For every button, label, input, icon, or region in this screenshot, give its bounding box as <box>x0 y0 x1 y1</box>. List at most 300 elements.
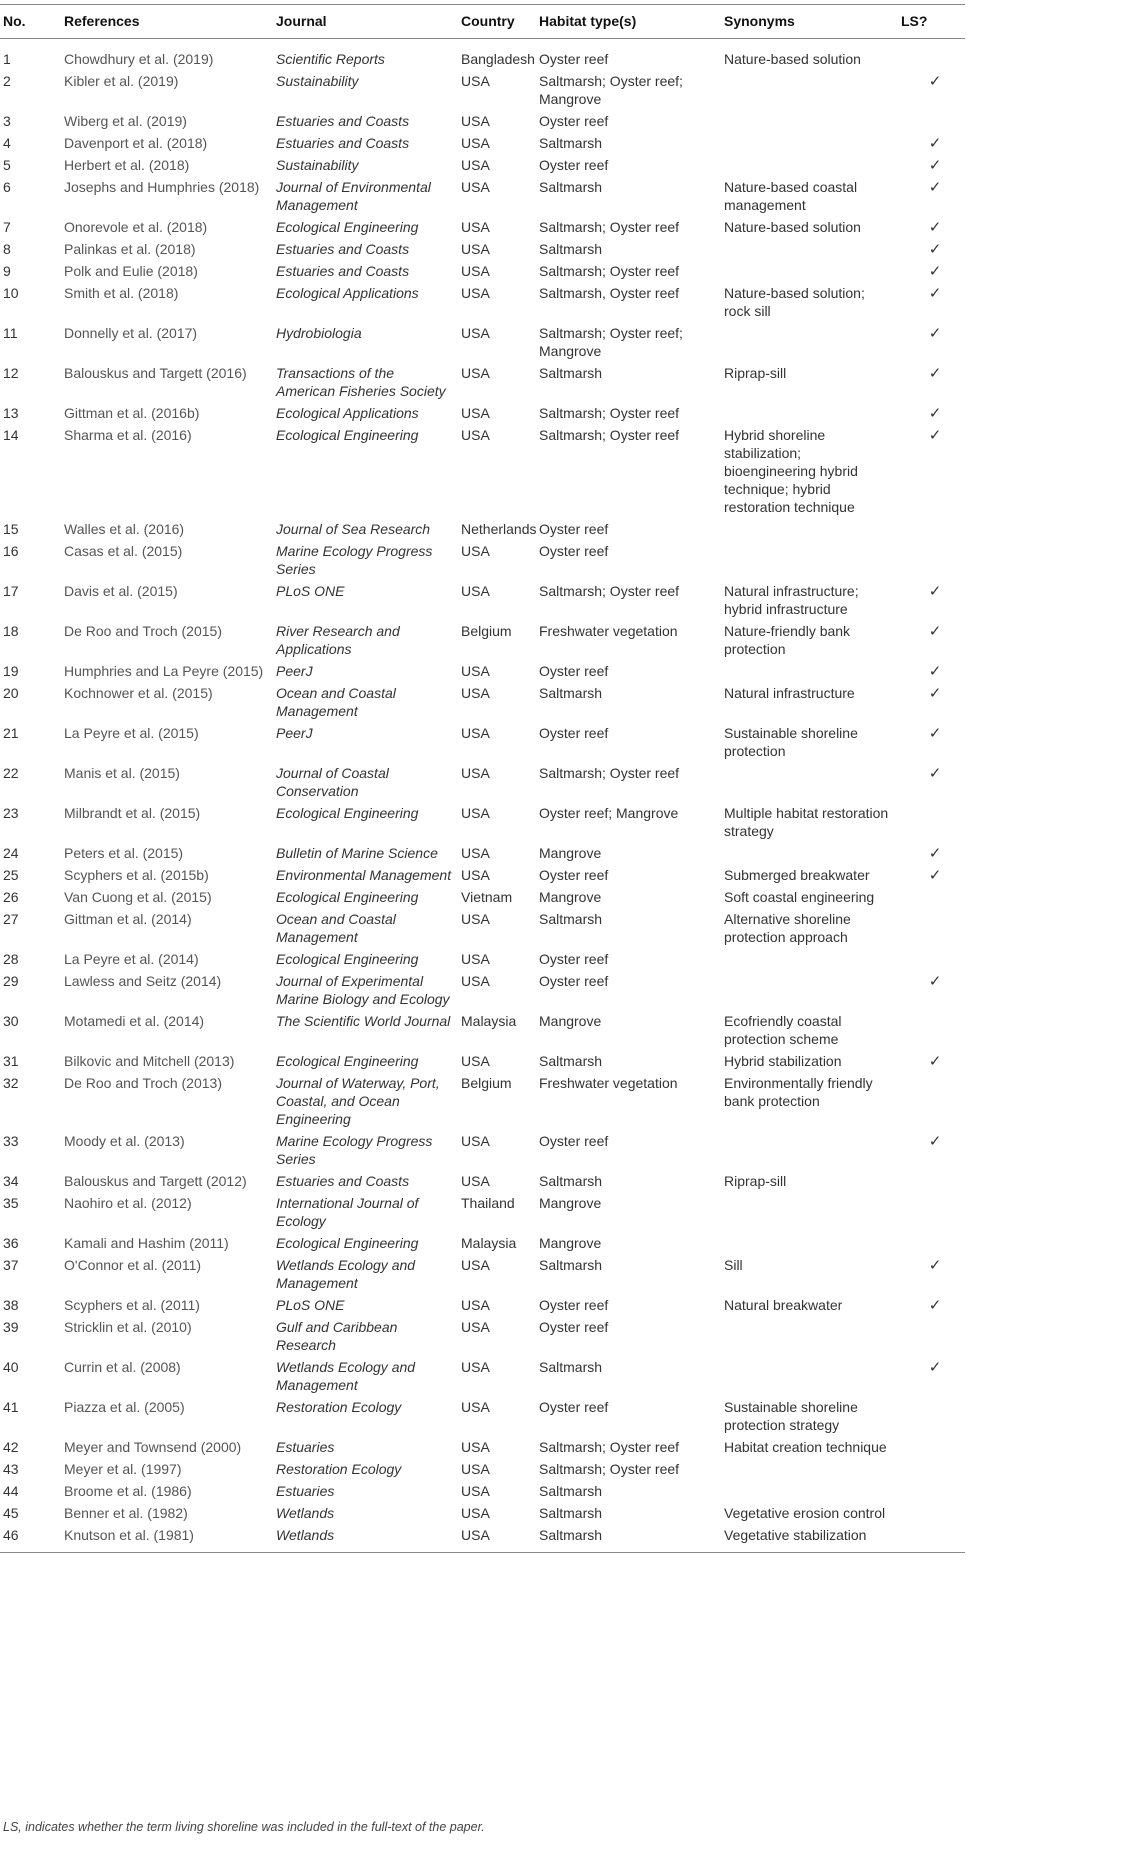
cell-no: 22 <box>3 765 19 781</box>
checkmark-icon: ✓ <box>928 1256 942 1274</box>
cell-ls <box>897 1072 965 1130</box>
cell-no: 46 <box>0 1524 60 1553</box>
cell-journal: Estuaries <box>276 1483 335 1499</box>
cell-ls <box>897 282 965 322</box>
cell-habitat: Saltmarsh; Oyster reef <box>539 263 680 279</box>
cell-country: USA <box>461 1297 490 1313</box>
cell-habitat: Oyster reef <box>539 521 609 537</box>
cell-ls <box>897 110 965 132</box>
checkmark-icon: ✓ <box>928 262 942 280</box>
table-row <box>0 238 965 260</box>
cell-reference: Palinkas et al. (2018) <box>64 241 196 257</box>
cell-journal: Bulletin of Marine Science <box>276 845 438 861</box>
cell-no: 44 <box>3 1483 19 1499</box>
cell-country: USA <box>461 1359 490 1375</box>
cell-journal: Wetlands Ecology and Management <box>276 1257 416 1291</box>
cell-country: USA <box>457 1524 535 1553</box>
cell-ls <box>897 176 965 216</box>
cell-reference: Kochnower et al. (2015) <box>64 685 213 701</box>
cell-ls <box>897 1480 965 1502</box>
cell-synonyms <box>720 1356 897 1396</box>
header-journal: Journal <box>272 5 457 39</box>
cell-habitat: Saltmarsh; Oyster reef <box>539 1439 680 1455</box>
cell-habitat: Oyster reef <box>539 725 609 741</box>
cell-journal: Marine Ecology Progress Series <box>276 1133 433 1167</box>
cell-ls <box>897 216 965 238</box>
cell-no: 13 <box>3 405 19 421</box>
cell-synonyms: Soft coastal engineering <box>724 889 875 905</box>
checkmark-icon: ✓ <box>928 426 942 444</box>
cell-synonyms <box>720 154 897 176</box>
table-row <box>0 216 965 238</box>
cell-synonyms <box>720 1316 897 1356</box>
table-row <box>0 260 965 282</box>
cell-reference: Davenport et al. (2018) <box>64 135 208 151</box>
cell-ls <box>897 238 965 260</box>
cell-ls <box>897 402 965 424</box>
cell-country: USA <box>461 113 490 129</box>
cell-country: Malaysia <box>461 1013 517 1029</box>
cell-reference: Gittman et al. (2016b) <box>64 405 200 421</box>
cell-synonyms <box>720 660 897 682</box>
cell-no: 18 <box>3 623 19 639</box>
cell-ls <box>897 1458 965 1480</box>
cell-synonyms <box>720 1192 897 1232</box>
table-row <box>0 518 965 540</box>
table-row <box>0 70 965 110</box>
cell-country: Belgium <box>461 623 512 639</box>
cell-no: 41 <box>3 1399 19 1415</box>
cell-habitat: Saltmarsh; Oyster reef; Mangrove <box>539 73 683 107</box>
cell-country: USA <box>461 685 490 701</box>
checkmark-icon: ✓ <box>928 1296 942 1314</box>
cell-country: USA <box>461 157 490 173</box>
cell-no: 5 <box>3 157 11 173</box>
table-row <box>0 620 965 660</box>
cell-synonyms <box>720 1458 897 1480</box>
cell-reference: Currin et al. (2008) <box>64 1359 181 1375</box>
cell-habitat: Saltmarsh <box>539 685 603 701</box>
cell-ls <box>897 1232 965 1254</box>
cell-ls <box>897 762 965 802</box>
cell-reference: De Roo and Troch (2013) <box>64 1075 222 1091</box>
table-row <box>0 1436 965 1458</box>
cell-ls <box>897 660 965 682</box>
cell-country: USA <box>461 1053 490 1069</box>
cell-habitat: Saltmarsh <box>539 1359 603 1375</box>
cell-reference: Kamali and Hashim (2011) <box>64 1235 229 1251</box>
table-row <box>0 660 965 682</box>
checkmark-icon: ✓ <box>928 240 942 258</box>
cell-synonyms <box>720 260 897 282</box>
cell-ls <box>897 260 965 282</box>
cell-habitat: Mangrove <box>539 1235 602 1251</box>
cell-no: 34 <box>3 1173 19 1189</box>
cell-no: 20 <box>3 685 19 701</box>
cell-reference: Kibler et al. (2019) <box>64 73 179 89</box>
cell-ls <box>897 1130 965 1170</box>
cell-ls <box>897 802 965 842</box>
cell-synonyms <box>720 1480 897 1502</box>
cell-ls <box>897 682 965 722</box>
cell-synonyms: Sill <box>724 1257 743 1273</box>
cell-country: USA <box>461 179 490 195</box>
cell-country: USA <box>461 135 490 151</box>
cell-reference: Davis et al. (2015) <box>64 583 178 599</box>
cell-synonyms <box>720 540 897 580</box>
checkmark-icon: ✓ <box>928 72 942 90</box>
cell-country: USA <box>461 285 490 301</box>
cell-journal: PeerJ <box>276 663 313 679</box>
cell-journal: PLoS ONE <box>276 583 345 599</box>
cell-reference: Scyphers et al. (2015b) <box>64 867 209 883</box>
cell-synonyms <box>720 518 897 540</box>
checkmark-icon: ✓ <box>928 404 942 422</box>
cell-ls <box>897 322 965 362</box>
cell-synonyms: Vegetative stabilization <box>720 1524 897 1553</box>
cell-habitat: Saltmarsh <box>539 1505 603 1521</box>
table-row <box>0 682 965 722</box>
cell-synonyms: Sustainable shoreline protection strategy <box>724 1399 858 1433</box>
cell-no: 39 <box>3 1319 19 1335</box>
cell-journal: International Journal of Ecology <box>276 1195 419 1229</box>
cell-reference: Van Cuong et al. (2015) <box>64 889 212 905</box>
cell-reference: De Roo and Troch (2015) <box>64 623 222 639</box>
checkmark-icon: ✓ <box>928 764 942 782</box>
cell-no: 12 <box>3 365 19 381</box>
table-row <box>0 886 965 908</box>
cell-habitat: Mangrove <box>539 1195 602 1211</box>
cell-habitat: Saltmarsh; Oyster reef <box>539 219 680 235</box>
table-row <box>0 1050 965 1072</box>
cell-habitat: Saltmarsh; Oyster reef <box>539 765 680 781</box>
cell-journal: Journal of Waterway, Port, Coastal, and Ocean Engineering <box>276 1075 440 1127</box>
table-row <box>0 1232 965 1254</box>
cell-ls <box>897 70 965 110</box>
cell-journal: Marine Ecology Progress Series <box>276 543 433 577</box>
cell-habitat: Saltmarsh <box>539 365 603 381</box>
cell-ls <box>897 1294 965 1316</box>
cell-no: 23 <box>3 805 19 821</box>
header-synonyms: Synonyms <box>720 5 897 39</box>
table-row <box>0 1458 965 1480</box>
cell-no: 27 <box>3 911 19 927</box>
table-row <box>0 39 965 71</box>
cell-synonyms: Hybrid stabilization <box>724 1053 842 1069</box>
cell-synonyms <box>720 322 897 362</box>
cell-no: 43 <box>3 1461 19 1477</box>
table-row <box>0 540 965 580</box>
cell-no: 7 <box>3 219 11 235</box>
cell-no: 33 <box>3 1133 19 1149</box>
cell-reference: Josephs and Humphries (2018) <box>64 179 260 195</box>
cell-habitat: Mangrove <box>539 1013 602 1029</box>
cell-synonyms: Sustainable shoreline protection <box>724 725 858 759</box>
cell-ls <box>897 1170 965 1192</box>
table-row <box>0 722 965 762</box>
table-row <box>0 1254 965 1294</box>
cell-no: 26 <box>3 889 19 905</box>
cell-synonyms: Nature-friendly bank protection <box>724 623 851 657</box>
cell-synonyms: Natural infrastructure <box>724 685 855 701</box>
cell-journal: Sustainability <box>276 157 359 173</box>
cell-ls <box>897 1050 965 1072</box>
cell-synonyms <box>720 842 897 864</box>
table-row <box>0 1192 965 1232</box>
cell-habitat: Oyster reef <box>539 867 609 883</box>
checkmark-icon: ✓ <box>928 866 942 884</box>
table-row <box>0 110 965 132</box>
cell-habitat: Oyster reef <box>539 973 609 989</box>
cell-country: USA <box>461 951 490 967</box>
table-row <box>0 1294 965 1316</box>
table-row <box>0 1480 965 1502</box>
cell-synonyms: Riprap-sill <box>724 1173 787 1189</box>
cell-no: 36 <box>3 1235 19 1251</box>
cell-ls <box>897 1524 965 1553</box>
cell-journal: Ecological Applications <box>276 285 419 301</box>
cell-habitat: Saltmarsh; Oyster reef <box>539 405 680 421</box>
cell-journal: Environmental Management <box>276 867 452 883</box>
cell-journal: Restoration Ecology <box>276 1399 402 1415</box>
cell-journal: The Scientific World Journal <box>276 1013 451 1029</box>
table-row <box>0 1524 965 1553</box>
references-table <box>0 4 965 1553</box>
header-row <box>0 5 965 39</box>
cell-habitat: Saltmarsh <box>539 135 603 151</box>
cell-habitat: Mangrove <box>539 889 602 905</box>
checkmark-icon: ✓ <box>928 156 942 174</box>
cell-country: USA <box>461 73 490 89</box>
cell-no: 40 <box>3 1359 19 1375</box>
checkmark-icon: ✓ <box>928 1132 942 1150</box>
cell-reference: Donnelly et al. (2017) <box>64 325 198 341</box>
cell-habitat: Oyster reef <box>539 663 609 679</box>
cell-ls <box>897 424 965 518</box>
cell-journal: Scientific Reports <box>276 51 385 67</box>
cell-habitat: Oyster reef <box>539 1133 609 1149</box>
cell-habitat: Saltmarsh; Oyster reef <box>539 583 680 599</box>
cell-reference: Manis et al. (2015) <box>64 765 180 781</box>
cell-country: USA <box>461 241 490 257</box>
table-row <box>0 842 965 864</box>
cell-ls <box>897 1396 965 1436</box>
cell-country: USA <box>461 765 490 781</box>
cell-reference: Sharma et al. (2016) <box>64 427 192 443</box>
cell-reference: Balouskus and Targett (2016) <box>64 365 247 381</box>
cell-journal: Estuaries and Coasts <box>276 113 410 129</box>
cell-synonyms <box>720 1232 897 1254</box>
cell-country: USA <box>461 725 490 741</box>
cell-reference: Peters et al. (2015) <box>64 845 184 861</box>
cell-reference: La Peyre et al. (2015) <box>64 725 199 741</box>
checkmark-icon: ✓ <box>928 324 942 342</box>
cell-ls <box>897 540 965 580</box>
cell-no: 25 <box>3 867 19 883</box>
header-habitat: Habitat type(s) <box>535 5 720 39</box>
cell-habitat: Saltmarsh <box>539 1257 603 1273</box>
cell-reference: Benner et al. (1982) <box>64 1505 188 1521</box>
cell-country: USA <box>461 911 490 927</box>
cell-reference: Moody et al. (2013) <box>64 1133 185 1149</box>
cell-no: 11 <box>3 325 18 341</box>
cell-country: USA <box>461 973 490 989</box>
cell-country: USA <box>461 365 490 381</box>
cell-ls <box>897 1436 965 1458</box>
cell-ls <box>897 1356 965 1396</box>
cell-reference: Stricklin et al. (2010) <box>64 1319 192 1335</box>
cell-country: USA <box>461 845 490 861</box>
cell-habitat: Mangrove <box>539 845 602 861</box>
cell-ls <box>897 970 965 1010</box>
cell-reference: Meyer and Townsend (2000) <box>64 1439 242 1455</box>
cell-journal: Estuaries <box>276 1439 335 1455</box>
cell-journal: Ecological Engineering <box>276 1053 419 1069</box>
cell-country: USA <box>461 263 490 279</box>
cell-journal: Transactions of the American Fisheries Society <box>276 365 446 399</box>
cell-country: USA <box>461 1319 490 1335</box>
cell-synonyms: Multiple habitat restoration strategy <box>724 805 889 839</box>
checkmark-icon: ✓ <box>928 218 942 236</box>
cell-ls <box>897 886 965 908</box>
cell-country: Netherlands <box>461 521 537 537</box>
table-body <box>0 39 965 1553</box>
checkmark-icon: ✓ <box>928 1358 942 1376</box>
checkmark-icon: ✓ <box>928 622 942 640</box>
cell-ls <box>897 948 965 970</box>
cell-no: 14 <box>3 427 19 443</box>
cell-no: 16 <box>3 543 19 559</box>
cell-habitat: Oyster reef <box>539 1399 609 1415</box>
cell-habitat: Saltmarsh; Oyster reef <box>539 427 680 443</box>
cell-journal: Estuaries and Coasts <box>276 135 410 151</box>
cell-habitat: Freshwater vegetation <box>539 1075 678 1091</box>
cell-synonyms: Alternative shoreline protection approach <box>724 911 851 945</box>
table-row <box>0 802 965 842</box>
table-row <box>0 282 965 322</box>
table-row <box>0 908 965 948</box>
cell-reference: Smith et al. (2018) <box>64 285 179 301</box>
cell-habitat: Oyster reef <box>539 951 609 967</box>
cell-journal: Journal of Sea Research <box>276 521 431 537</box>
table-row <box>0 580 965 620</box>
table-row <box>0 1356 965 1396</box>
table-row <box>0 132 965 154</box>
cell-no: 21 <box>3 725 19 741</box>
cell-synonyms <box>720 70 897 110</box>
table-row <box>0 176 965 216</box>
cell-country: USA <box>461 1173 490 1189</box>
cell-no: 30 <box>3 1013 19 1029</box>
cell-reference: Humphries and La Peyre (2015) <box>64 663 264 679</box>
cell-no: 2 <box>3 73 11 89</box>
cell-reference: Naohiro et al. (2012) <box>64 1195 192 1211</box>
cell-habitat: Oyster reef <box>539 51 609 67</box>
cell-country: USA <box>461 219 490 235</box>
cell-ls <box>897 908 965 948</box>
cell-ls <box>897 154 965 176</box>
cell-journal: Ecological Engineering <box>276 219 419 235</box>
cell-journal: Estuaries and Coasts <box>276 1173 410 1189</box>
cell-no: 6 <box>3 179 11 195</box>
cell-country: USA <box>461 583 490 599</box>
cell-ls <box>897 722 965 762</box>
cell-ls <box>897 518 965 540</box>
header-references: References <box>60 5 272 39</box>
cell-habitat: Saltmarsh, Oyster reef <box>539 285 680 301</box>
cell-journal: River Research and Applications <box>276 623 400 657</box>
cell-journal: Journal of Environmental Management <box>276 179 431 213</box>
table-row <box>0 1010 965 1050</box>
header-ls: LS? <box>897 5 965 39</box>
cell-journal: Estuaries and Coasts <box>276 263 410 279</box>
cell-habitat: Oyster reef <box>539 1297 609 1313</box>
cell-country: Bangladesh <box>461 51 535 67</box>
cell-country: Thailand <box>461 1195 515 1211</box>
cell-no: 17 <box>3 583 19 599</box>
cell-no: 4 <box>3 135 11 151</box>
cell-ls <box>897 1010 965 1050</box>
cell-country: USA <box>461 427 490 443</box>
cell-country: Malaysia <box>461 1235 517 1251</box>
cell-ls <box>897 1192 965 1232</box>
cell-reference: Polk and Eulie (2018) <box>64 263 198 279</box>
cell-no: 1 <box>3 51 11 67</box>
cell-journal: Gulf and Caribbean Research <box>276 1319 398 1353</box>
cell-reference: Bilkovic and Mitchell (2013) <box>64 1053 235 1069</box>
cell-reference: La Peyre et al. (2014) <box>64 951 199 967</box>
cell-ls <box>897 842 965 864</box>
cell-habitat: Oyster reef <box>539 113 609 129</box>
table-row <box>0 1072 965 1130</box>
cell-habitat: Saltmarsh <box>539 1053 603 1069</box>
table-row <box>0 864 965 886</box>
cell-synonyms <box>720 762 897 802</box>
cell-journal: Sustainability <box>276 73 359 89</box>
checkmark-icon: ✓ <box>928 364 942 382</box>
cell-no: 19 <box>3 663 19 679</box>
cell-synonyms <box>720 948 897 970</box>
cell-journal: Ocean and Coastal Management <box>276 685 396 719</box>
cell-journal: PLoS ONE <box>276 1297 345 1313</box>
cell-habitat: Saltmarsh <box>535 1524 720 1553</box>
cell-synonyms <box>720 238 897 260</box>
cell-reference: Piazza et al. (2005) <box>64 1399 185 1415</box>
cell-journal: Hydrobiologia <box>276 325 362 341</box>
cell-ls <box>897 39 965 71</box>
cell-journal: Ecological Engineering <box>276 951 419 967</box>
cell-synonyms: Nature-based coastal management <box>724 179 858 213</box>
table-row <box>0 154 965 176</box>
checkmark-icon: ✓ <box>928 684 942 702</box>
cell-ls <box>897 1316 965 1356</box>
cell-synonyms: Hybrid shoreline stabilization; bioengineering hybrid technique; hybrid restoration technique <box>724 427 858 515</box>
cell-reference: Milbrandt et al. (2015) <box>64 805 201 821</box>
cell-no: 9 <box>3 263 11 279</box>
table-row <box>0 424 965 518</box>
table-row <box>0 948 965 970</box>
cell-reference: Gittman et al. (2014) <box>64 911 192 927</box>
cell-country: USA <box>461 1399 490 1415</box>
cell-journal: Journal of Coastal Conservation <box>276 765 389 799</box>
cell-synonyms: Ecofriendly coastal protection scheme <box>724 1013 842 1047</box>
cell-synonyms: Environmentally friendly bank protection <box>724 1075 873 1109</box>
cell-no: 15 <box>3 521 19 537</box>
cell-journal: Ecological Engineering <box>276 1235 419 1251</box>
cell-no: 28 <box>3 951 19 967</box>
cell-no: 29 <box>3 973 19 989</box>
table-footnote: LS, indicates whether the term living shoreline was included in the full-text of the paper. <box>3 1820 485 1834</box>
